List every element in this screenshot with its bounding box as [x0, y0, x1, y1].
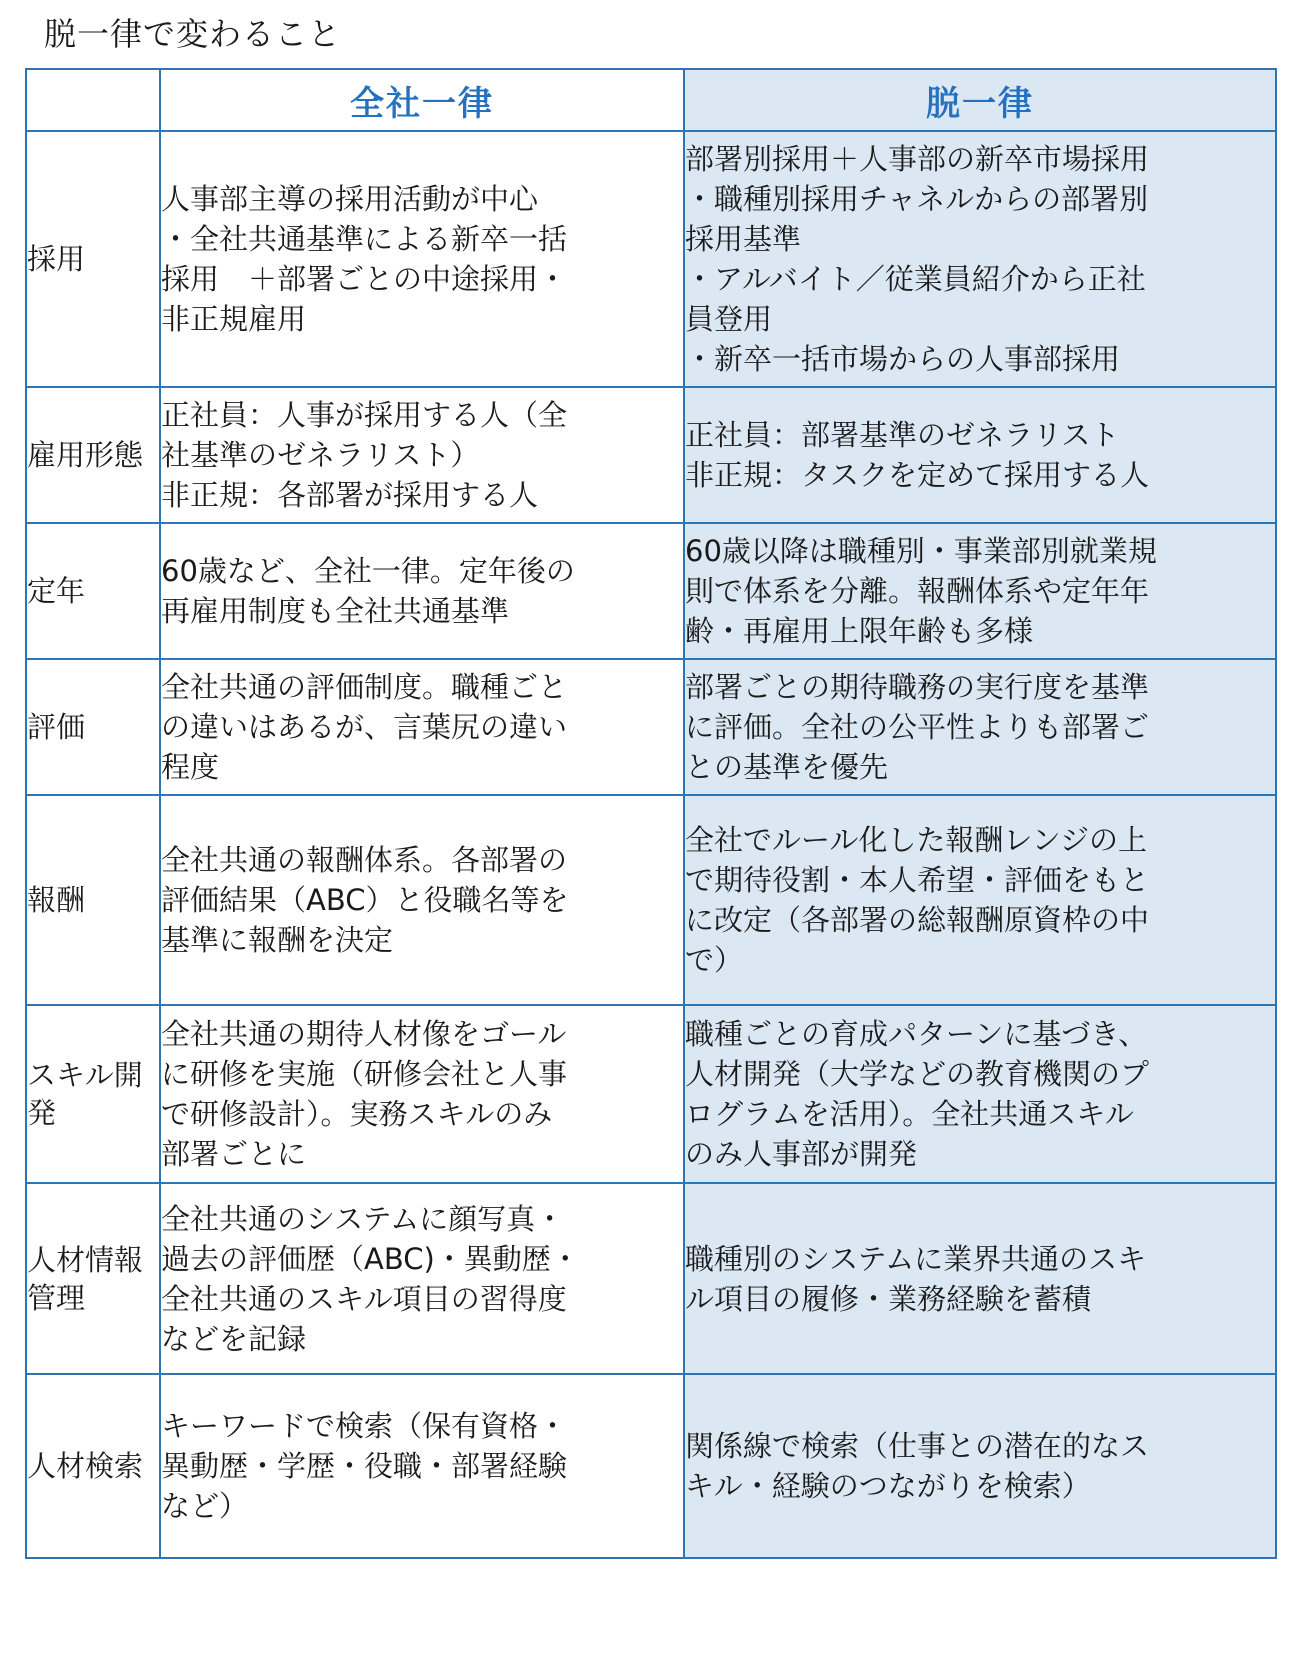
- row-zensha-cell: 全社共通の報酬体系。各部署の 評価結果（ABC）と役職名等を 基準に報酬を決定: [160, 795, 684, 1005]
- row-category: 雇用形態: [26, 387, 160, 523]
- table-row-saiyou: [26, 131, 1276, 387]
- row-zensha-cell: 人事部主導の採用活動が中心 ・全社共通基準による新卒一括 採用 ＋部署ごとの中途採用・ 非正規雇用: [160, 131, 684, 387]
- table-row-jinzai-kensaku: [26, 1374, 1276, 1558]
- row-datsu-cell: 職種別のシステムに業界共通のスキ ル項目の履修・業務経験を蓄積: [684, 1183, 1276, 1374]
- row-category: 報酬: [26, 795, 160, 1005]
- row-category: 人材検索: [26, 1374, 160, 1558]
- row-zensha-cell: キーワードで検索（保有資格・ 異動歴・学歴・役職・部署経験 など）: [160, 1374, 684, 1558]
- row-datsu-cell: 関係線で検索（仕事との潜在的なス キル・経験のつながりを検索）: [684, 1374, 1276, 1558]
- row-datsu-cell: 部署別採用＋人事部の新卒市場採用 ・職種別採用チャネルからの部署別 採用基準 ・アルバイト／従業員紹介から正社 員登用 ・新卒一括市場からの人事部採用: [684, 131, 1276, 387]
- row-category: 評価: [26, 659, 160, 795]
- row-category: 採用: [26, 131, 160, 387]
- table-row-houshuu: [26, 795, 1276, 1005]
- row-datsu-cell: 職種ごとの育成パターンに基づき、 人材開発（大学などの教育機関のプ ログラムを活用）。全社共通スキル のみ人事部が開発: [684, 1005, 1276, 1183]
- header-zensha-ichiritsu: 全社一律: [160, 69, 684, 131]
- row-datsu-cell: 正社員：部署基準のゼネラリスト 非正規：タスクを定めて採用する人: [684, 387, 1276, 523]
- row-zensha-cell: 全社共通のシステムに顔写真・ 過去の評価歴（ABC)・異動歴・ 全社共通のスキル項目の習得度 などを記録: [160, 1183, 684, 1374]
- row-category: 定年: [26, 523, 160, 659]
- row-datsu-cell: 全社でルール化した報酬レンジの上 で期待役割・本人希望・評価をもと に改定（各部署の総報酬原資枠の中 で）: [684, 795, 1276, 1005]
- comparison-table: [25, 68, 1277, 1559]
- row-zensha-cell: 全社共通の評価制度。職種ごと の違いはあるが、言葉尻の違い 程度: [160, 659, 684, 795]
- row-category: 人材情報管理: [26, 1183, 160, 1374]
- row-datsu-cell: 60歳以降は職種別・事業部別就業規 則で体系を分離。報酬体系や定年年 齢・再雇用上限年齢も多様: [684, 523, 1276, 659]
- row-category: スキル開発: [26, 1005, 160, 1183]
- header-row: [26, 69, 1276, 131]
- table-row-jinzai-jouhou-kanri: [26, 1183, 1276, 1374]
- table-row-hyouka: [26, 659, 1276, 795]
- row-datsu-cell: 部署ごとの期待職務の実行度を基準 に評価。全社の公平性よりも部署ご との基準を優先: [684, 659, 1276, 795]
- page-title: 脱一律で変わること: [44, 15, 342, 53]
- table-row-teinen: [26, 523, 1276, 659]
- table-row-skill-kaihatsu: [26, 1005, 1276, 1183]
- row-zensha-cell: 60歳など、全社一律。定年後の 再雇用制度も全社共通基準: [160, 523, 684, 659]
- table-row-koyou-keitai: [26, 387, 1276, 523]
- header-corner-cell: [26, 69, 160, 131]
- header-datsu-ichiritsu: 脱一律: [684, 69, 1276, 131]
- row-zensha-cell: 正社員：人事が採用する人（全 社基準のゼネラリスト） 非正規：各部署が採用する人: [160, 387, 684, 523]
- row-zensha-cell: 全社共通の期待人材像をゴール に研修を実施（研修会社と人事 で研修設計）。実務スキルのみ 部署ごとに: [160, 1005, 684, 1183]
